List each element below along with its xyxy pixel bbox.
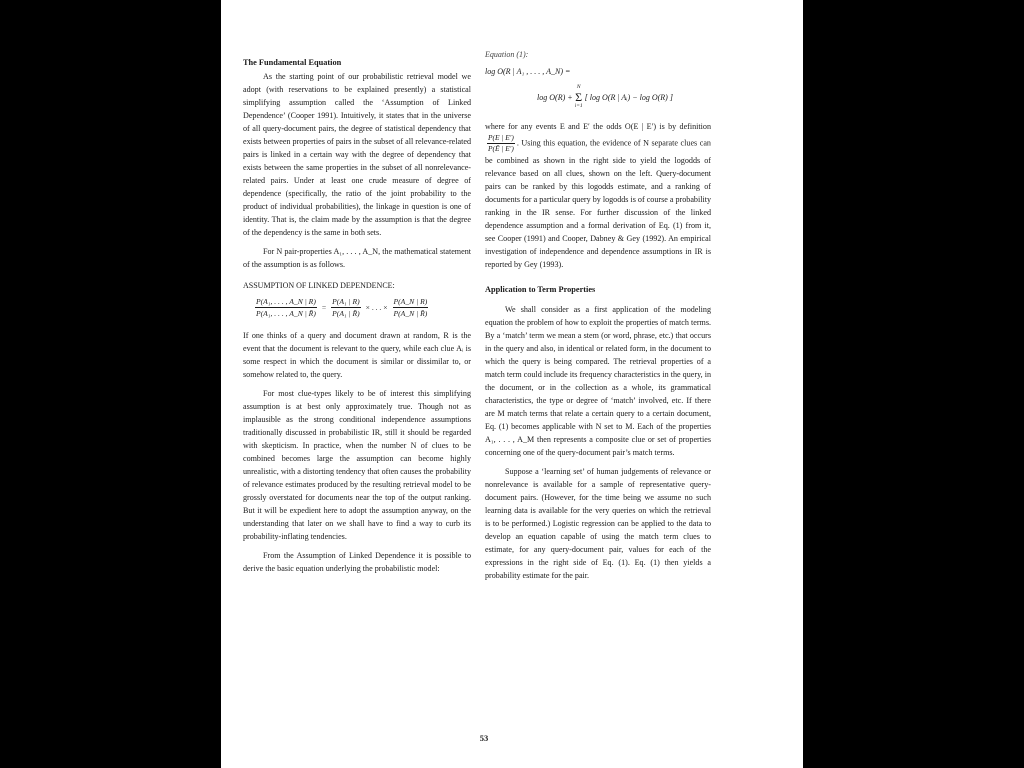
summation-upper-limit: N: [576, 84, 581, 90]
paragraph: For N pair-properties A₁, . . . , A_N, the mathematical statement of the assumption is as follows.: [243, 247, 471, 269]
paragraph: From the Assumption of Linked Dependence it is possible to derive the basic equation underlying the probabilistic model:: [243, 551, 471, 573]
equals-sign: =: [321, 303, 327, 312]
equation-fraction: [255, 296, 317, 319]
equation-1-rhs: [499, 84, 711, 110]
section-heading-term-properties: Application to Term Properties: [485, 285, 596, 294]
odds-definition-fraction: [487, 133, 515, 154]
paragraph: [485, 120, 711, 271]
summation-icon: [575, 84, 583, 110]
fraction-numerator: P(A₁, . . . , A_N | R): [256, 297, 316, 306]
paragraph: For most clue-types likely to be of interest this simplifying assumption is at best only approximately true. Though not as implausible as the strong conditional independence assumptions traditionally discussed in probabilistic IR, still it should be regarded with skepticism. In practice, when the number N of clues to be combined becomes large the assumption can become highly unrealistic, with a distorting tendency that often causes the probability of relevance estimates produced by the resulting retrieval model to be grossly overstated for documents near the top of the output ranking. But it will be expedient here to adopt the assumption anyway, on the understanding that later on we shall have to find a way to curb its probability-inflating tendencies.: [243, 389, 471, 541]
paragraph: As the starting point of our probabilistic retrieval model we adopt (with reservations to be explained presently) a statistical simplifying assumption called the ‘Assumption of Linked Dependence’ (Cooper 1991). Intuitively, it states that in the universe of all query-document pairs, the degree of statistical dependency that exists between properties of pairs in the subset of all relevance-related pairs is linked in a certain way with the degree of dependency that exists between the same properties in the subset of all nonrelevance-related pairs. Under at least one crude measure of degree of dependence (specifically, the ratio of the joint probability to the product of individual probabilities), the linkage in question is one of identity. That is, the claim made by the assumption is that the degree of the dependency is the same in both sets.: [243, 72, 471, 237]
fraction-numerator: P(A₁ | R): [332, 297, 360, 306]
page-number: 53: [479, 733, 489, 743]
fraction-denominator: P(A₁ | R̄): [332, 309, 360, 318]
document-page: [221, 0, 803, 768]
fraction-numerator: P(A_N | R): [393, 297, 428, 306]
left-column: [243, 56, 471, 575]
linked-dependence-equation: [255, 296, 471, 319]
paragraph: If one thinks of a query and document drawn at random, R is the event that the document is relevant to the query, while each clue Aᵢ is some respect in which the document is similar or dissimilar to, or somehow related to, the query.: [243, 331, 471, 379]
text-run: definition: [679, 122, 711, 131]
fraction-denominator: P(A₁, . . . , A_N | R̄): [256, 309, 316, 318]
paragraph: Suppose a ‘learning set’ of human judgements of relevance or nonrelevance is available for a sample of representative query-document pairs. (However, for the time being we assume no such learning data is available for the very queries on which the retrieval is to be performed.) Logistic regression can be applied to the data to develop an equation capable of using the match term clues to estimate, for any query-document pair, values for each of the expressions in the right side of Eq. (1). Eq. (1) then yields a probability estimate for the pair.: [485, 467, 711, 580]
summation-symbol: Σ: [575, 90, 583, 104]
paragraph: We shall consider as a first application of the modeling equation the problem of how to exploit the properties of match terms. By a ‘match’ term we mean a stem (or word, phrase, etc.) that occurs in the query and also, in identical or related form, in the document to which the query is being compared. The retrieval properties of a match term could include its frequency characteristics in the query, in the document, or in the collection as a whole, its grammatical characteristics, the type or degree of ‘match’ involved, etc. If there are M match terms that relate a certain query to a certain document, Eq. (1) becomes applicable with N set to M. Each of the properties A₁, . . . , A_M then represents a composite clue or set of properties concerning one of the query-document pair’s match terms.: [485, 305, 711, 457]
text-run: N separate clues can be combined as shown in the right side to yield the logodds of relevance based on all clues, shown on the left. Query-document pairs can be ranked by this logodds estimate, and a ranking of documents for a particular query by logodds is of course a probability ranking in the IR sense. For further discussion of the linked dependence assumption and a formal derivation of Eq. (1) from it, see Cooper (1991) and Cooper, Dabney & Gey (1992). An empirical investigation of independence and dependence assumptions in IR is reported by Gey (1993).: [485, 138, 711, 269]
paragraph-spacer: [243, 271, 471, 277]
product-operator: × . . . ×: [365, 303, 388, 312]
equation-fraction: [331, 296, 361, 319]
equation-label: Equation (1):: [485, 50, 529, 59]
assumption-title: ASSUMPTION OF LINKED DEPENDENCE:: [243, 281, 395, 290]
fraction-denominator: P(A_N | R̄): [393, 309, 428, 318]
section-heading-fundamental-equation: The Fundamental Equation: [243, 58, 342, 67]
fraction-numerator: P(E | E′): [488, 133, 514, 142]
right-column: [485, 48, 711, 582]
equation-fraction: [393, 296, 429, 319]
text-run: where for any events E and E′ the odds O(E | E′) is by: [485, 122, 677, 131]
equation-term: log O(R) +: [537, 92, 573, 102]
summation-lower-limit: i=1: [574, 103, 583, 109]
fraction-denominator: P(Ē | E′): [488, 144, 514, 153]
equation-term: [ log O(R | Aᵢ) − log O(R) ]: [584, 92, 673, 102]
text-run: . Using this equation, the evidence of: [516, 138, 641, 148]
equation-1-lhs: log O(R | A₁ , . . . , A_N) =: [485, 67, 571, 76]
